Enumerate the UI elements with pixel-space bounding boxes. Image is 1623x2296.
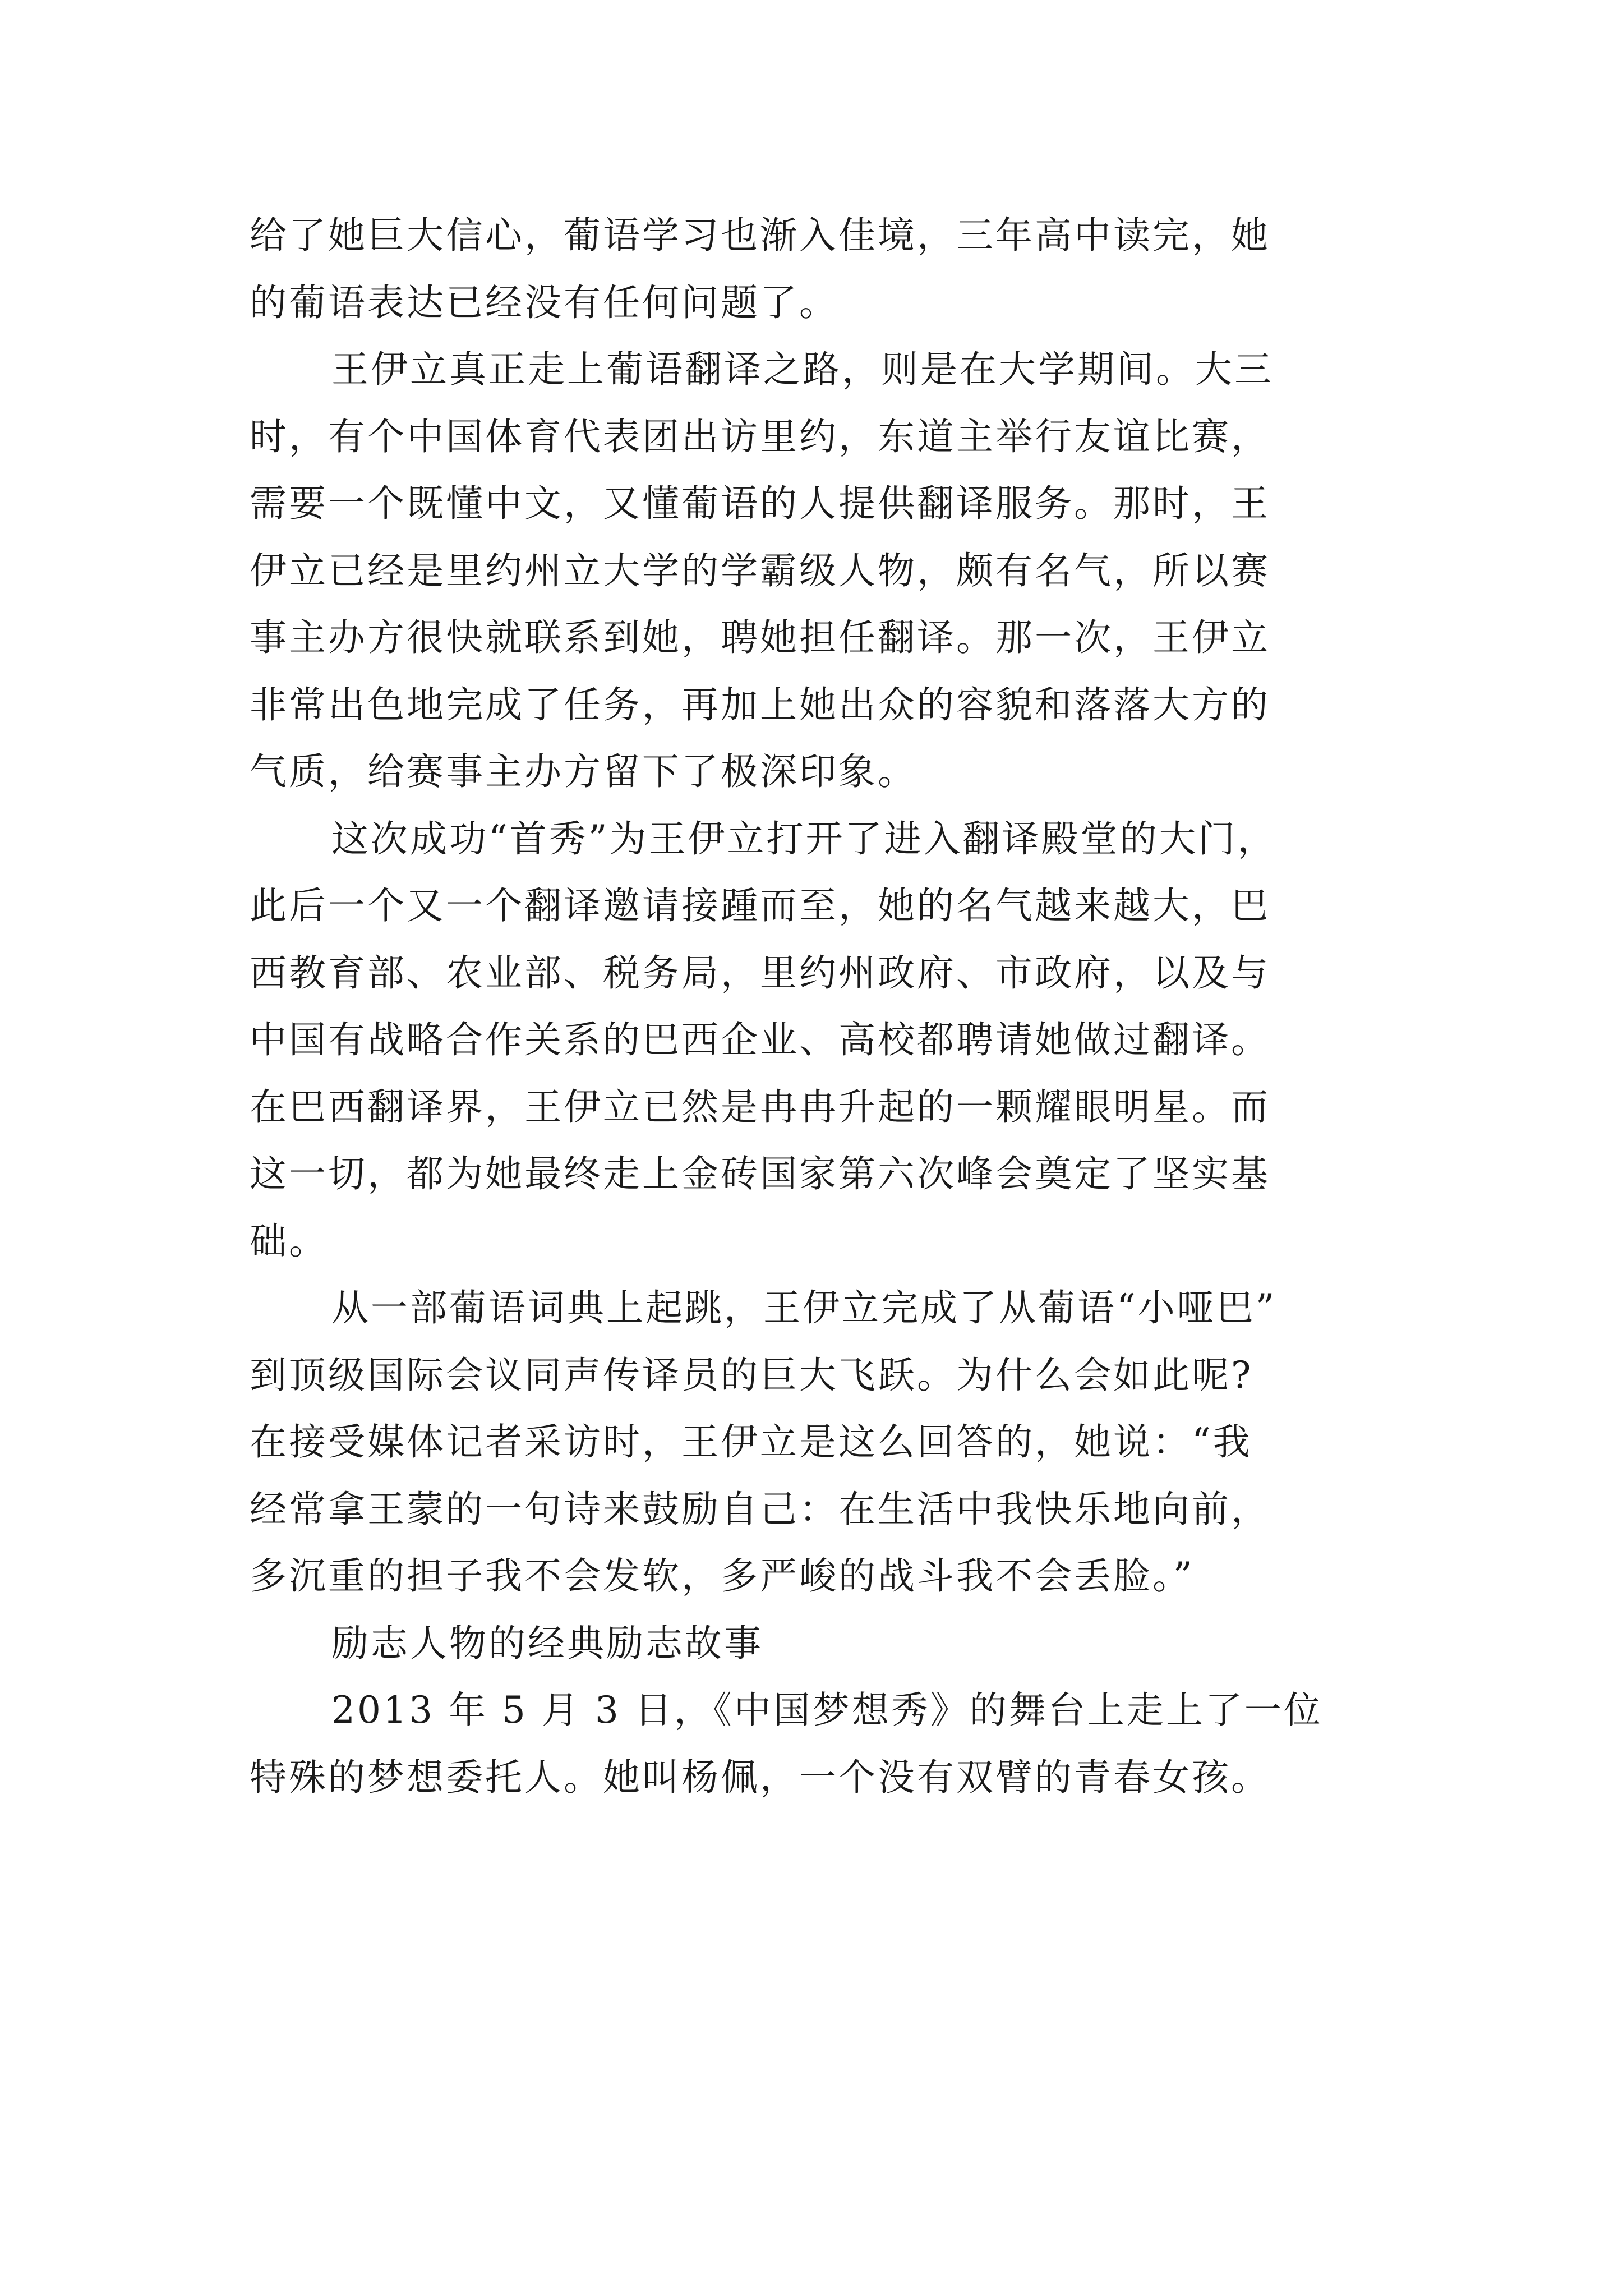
text-line: 气质，给赛事主办方留下了极深印象。 [250,750,917,793]
text-line: 此后一个又一个翻译邀请接踵而至，她的名气越来越大，巴 [250,884,1270,927]
text-line: 这次成功“首秀”为王伊立打开了进入翻译殿堂的大门， [331,817,1277,861]
text-line: 到顶级国际会议同声传译员的巨大飞跃。为什么会如此呢? [250,1353,1253,1397]
text-line: 在接受媒体记者采访时，王伊立是这么回答的，她说：“我 [250,1420,1252,1464]
text-line: 经常拿王蒙的一句诗来鼓励自己：在生活中我快乐地向前， [250,1487,1270,1531]
text-line: 在巴西翻译界，王伊立已然是冉冉升起的一颗耀眼明星。而 [250,1085,1270,1129]
text-line: 础。 [250,1219,328,1263]
text-line: 特殊的梦想委托人。她叫杨佩，一个没有双臂的青春女孩。 [250,1755,1270,1799]
text-line: 的葡语表达已经没有任何问题了。 [250,280,838,324]
body-text [250,202,1382,1811]
text-line: 伊立已经是里约州立大学的学霸级人物，颇有名气，所以赛 [250,549,1270,592]
text-line: 给了她巨大信心，葡语学习也渐入佳境，三年高中读完，她 [250,214,1270,257]
text-line: 需要一个既懂中文，又懂葡语的人提供翻译服务。那时，王 [250,482,1270,525]
text-line: 励志人物的经典励志故事 [331,1621,763,1665]
text-line: 从一部葡语词典上起跳，王伊立完成了从葡语“小哑巴” [331,1286,1277,1329]
text-line: 王伊立真正走上葡语翻译之路，则是在大学期间。大三 [331,348,1274,391]
text-line: 时，有个中国体育代表团出访里约，东道主举行友谊比赛， [250,415,1270,458]
text-line: 这一切，都为她最终走上金砖国家第六次峰会奠定了坚实基 [250,1152,1270,1195]
text-line: 非常出色地完成了任务，再加上她出众的容貌和落落大方的 [250,683,1270,726]
text-line: 西教育部、农业部、税务局，里约州政府、市政府，以及与 [250,951,1270,995]
text-line: 事主办方很快就联系到她，聘她担任翻译。那一次，王伊立 [250,616,1270,659]
text-line: 多沉重的担子我不会发软，多严峻的战斗我不会丢脸。” [250,1554,1195,1598]
text-line: 中国有战略合作关系的巴西企业、高校都聘请她做过翻译。 [250,1018,1270,1061]
text-line: 2013 年 5 月 3 日，《中国梦想秀》的舞台上走上了一位 [331,1688,1323,1732]
